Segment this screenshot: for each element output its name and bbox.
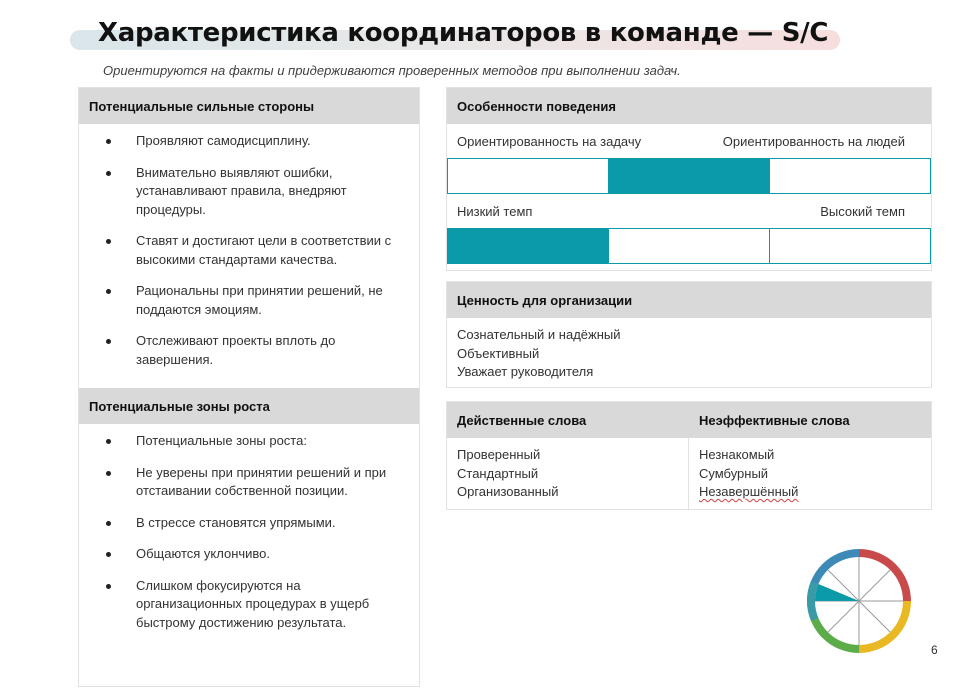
growth-heading: Потенциальные зоны роста — [79, 388, 419, 424]
scale2-segment — [609, 229, 770, 263]
words-header-row — [447, 402, 931, 438]
bullet-icon — [106, 339, 111, 344]
effective-words-heading: Действенные слова — [457, 412, 587, 428]
scale1-segment — [448, 159, 609, 193]
behavior-panel — [446, 87, 932, 271]
behavior-heading: Особенности поведения — [447, 88, 931, 124]
list-item: Ставят и достигают цели в соответствии с высокими стандартами качества. — [105, 232, 409, 269]
value-line: Уважает руководителя — [457, 364, 594, 379]
list-item: В стрессе становятся упрямыми. — [105, 514, 409, 533]
scale2-segment — [770, 229, 930, 263]
bullet-icon — [106, 289, 111, 294]
page-subtitle: Ориентируются на факты и придерживаются проверенных методов при выполнении задач. — [103, 63, 681, 78]
bullet-icon — [106, 521, 111, 526]
scale2-segment-filled — [448, 229, 609, 263]
ineffective-word — [699, 483, 921, 502]
list-item: Слишком фокусируются на организационных процедурах в ущерб быстрому достижению результата. — [105, 577, 409, 633]
scale1-bar — [447, 158, 931, 194]
words-panel — [446, 401, 932, 510]
ineffective-words-heading: Неэффективные слова — [699, 412, 850, 428]
words-body — [447, 438, 931, 510]
strengths-list — [79, 124, 419, 388]
scale1-right-label: Ориентированность на людей — [722, 134, 905, 149]
bullet-icon — [106, 171, 111, 176]
list-item: Внимательно выявляют ошибки, устанавливают правила, внедряют процедуры. — [105, 164, 409, 220]
scale1-segment-filled — [609, 159, 770, 193]
strengths-heading: Потенциальные сильные стороны — [79, 88, 419, 124]
bullet-icon — [106, 139, 111, 144]
ineffective-word: Незнакомый — [699, 447, 775, 462]
ineffective-words-list — [689, 438, 931, 510]
scale1-segment — [770, 159, 930, 193]
effective-words-list — [447, 438, 689, 510]
list-item: Отслеживают проекты вплоть до завершения. — [105, 332, 409, 369]
growth-list — [79, 424, 419, 651]
effective-word: Проверенный — [457, 447, 541, 462]
bullet-icon — [106, 439, 111, 444]
scale2-labels — [447, 194, 931, 228]
spellcheck-underlined-word: Незавершённый — [699, 484, 799, 499]
bullet-icon — [106, 552, 111, 557]
list-item: Рациональны при принятии решений, не поддаются эмоциям. — [105, 282, 409, 319]
bullet-icon — [106, 471, 111, 476]
list-item: Общаются уклончиво. — [105, 545, 409, 564]
list-item: Потенциальные зоны роста: — [105, 432, 409, 451]
scale1-left-label: Ориентированность на задачу — [457, 134, 642, 149]
value-line: Сознательный и надёжный — [457, 327, 621, 342]
list-item: Не уверены при принятии решений и при отстаивании собственной позиции. — [105, 464, 409, 501]
scale2-left-label: Низкий темп — [457, 204, 533, 219]
bullet-icon — [106, 584, 111, 589]
value-panel — [446, 281, 932, 388]
effective-word: Стандартный — [457, 465, 539, 481]
scale1-labels — [447, 124, 931, 158]
effective-word: Организованный — [457, 484, 559, 499]
disc-color-wheel-icon — [806, 548, 912, 654]
scale2-bar — [447, 228, 931, 264]
value-line: Объективный — [457, 345, 540, 361]
bullet-icon — [106, 239, 111, 244]
page-number: 6 — [931, 643, 938, 657]
value-heading: Ценность для организации — [447, 282, 931, 318]
left-column-panel — [78, 87, 420, 687]
page-title: Характеристика координаторов в команде — S/C — [98, 18, 829, 48]
ineffective-word: Сумбурный — [699, 465, 769, 481]
value-lines — [447, 318, 931, 390]
scale2-right-label: Высокий темп — [820, 204, 905, 219]
list-item: Проявляют самодисциплину. — [105, 132, 409, 151]
